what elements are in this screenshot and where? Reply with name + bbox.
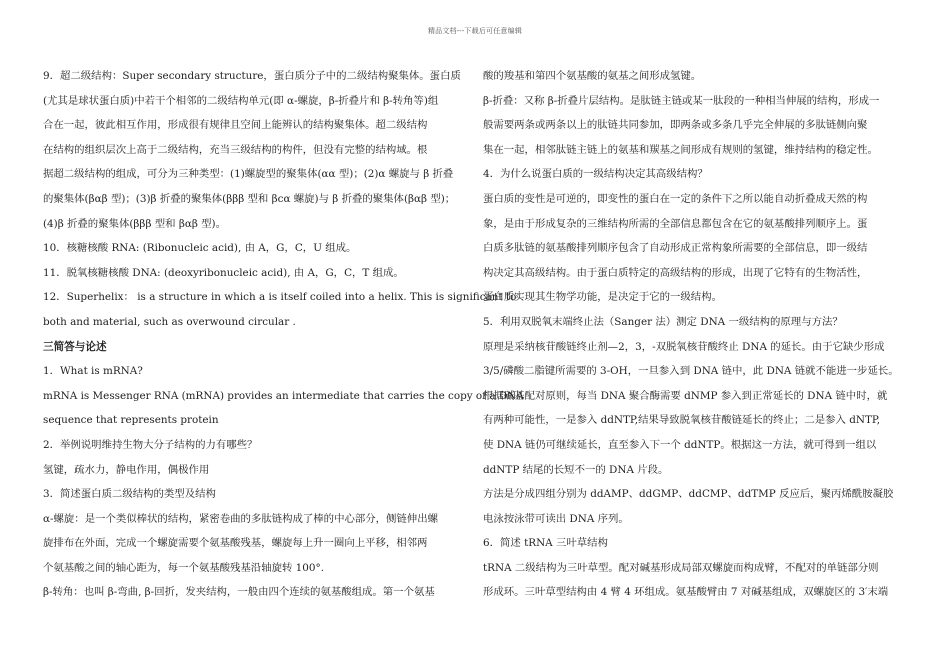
text-line: 使 DNA 链仍可继续延长，直至参入下一个 ddNTP。根据这一方法，就可得到一组以: [483, 438, 877, 451]
text-line: 1．What is mRNA?: [43, 365, 143, 378]
text-line: α-螺旋：是一个类似棒状的结构，紧密卷曲的多肽链构成了棒的中心部分，侧链伸出螺: [43, 512, 438, 525]
text-line: 10．核糖核酸 RNA: (Ribonucleic acid), 由 A，G，C，U 组成。: [43, 242, 357, 255]
text-line: both and material, such as overwound circular .: [43, 315, 296, 328]
text-line: 白质多肽链的氨基酸排列顺序包含了自动形成正常构象所需要的全部信息，即一级结: [483, 242, 868, 255]
text-line: 根据碱基配对原则，每当 DNA 聚合酶需要 dNMP 参入到正常延长的 DNA 链中时，就: [483, 389, 888, 402]
text-line: (尤其是球状蛋白质)中若干个相邻的二级结构单元(即 α-螺旋，β-折叠片和 β-转角等)组: [43, 94, 439, 107]
text-line: 12．Superhelix： is a structure in which a is itself coiled into a helix. This is significant to: [43, 291, 517, 304]
text-line: 旋排布在外面，完成一个螺旋需要个氨基酸残基，螺旋每上升一圈向上平移，相邻两: [43, 537, 428, 550]
text-line: sequence that represents protein: [43, 414, 219, 427]
text-line: 有两种可能性，一是参入 ddNTP,结果导致脱氧核苷酸链延长的终止；二是参入 dNTP,: [483, 414, 881, 427]
text-line: β-折叠：又称 β-折叠片层结构。是肽链主链或某一肽段的一种相当伸展的结构，形成一: [483, 94, 880, 107]
text-line: 蛋白质实现其生物学功能，是决定于它的一级结构。: [483, 291, 722, 304]
text-line: 6．简述 tRNA 三叶草结构: [483, 537, 608, 550]
page-header: 精品文档---下载后可任意编辑: [427, 27, 523, 35]
text-line: 个氨基酸之间的轴心距为，每一个氨基酸残基沿轴旋转 100°.: [43, 561, 325, 574]
text-line: 氢键，疏水力，静电作用，偶极作用: [43, 463, 210, 476]
text-line: ddNTP 结尾的长短不一的 DNA 片段。: [483, 463, 669, 476]
text-line: 合在一起，彼此相互作用，形成很有规律且空间上能辨认的结构聚集体。超二级结构: [43, 119, 428, 132]
text-line: (4)β 折叠的聚集体(βββ 型和 βαβ 型)。: [43, 217, 227, 230]
text-line: 构决定其高级结构。由于蛋白质特定的高级结构的形成，出现了它特有的生物活性，: [483, 266, 868, 279]
section-heading: 三简答与论述: [43, 340, 107, 353]
text-line: 3．简述蛋白质二级结构的类型及结构: [43, 488, 216, 501]
text-line: 9．超二级结构：Super secondary structure，蛋白质分子中的二级结构聚集体。蛋白质: [43, 70, 461, 82]
text-line: mRNA is Messenger RNA (mRNA) provides an intermediate that carries the copy of a DNA: [43, 389, 524, 402]
text-line: 酸的羧基和第四个氨基酸的氨基之间形成氢键。: [483, 70, 702, 82]
text-line: 般需要两条或两条以上的肽链共同参加，即两条或多条几乎完全伸展的多肽链侧向聚: [483, 119, 868, 132]
text-line: 在结构的组织层次上高于二级结构，充当三级结构的构件，但没有完整的结构域。根: [43, 143, 428, 156]
text-line: 蛋白质的变性是可逆的，即变性的蛋白在一定的条件下之所以能自动折叠成天然的构: [483, 192, 868, 205]
text-line: β-转角：也叫 β-弯曲, β-回折，发夹结构，一般由四个连续的氨基酸组成。第一个氨基: [43, 586, 435, 599]
text-line: 11．脱氧核糖核酸 DNA: (deoxyribonucleic acid), 由 A，G，C，T 组成。: [43, 266, 404, 279]
text-line: 2．举例说明维持生物大分子结构的力有哪些？: [43, 438, 258, 451]
text-line: 5．利用双脱氧末端终止法（Sanger 法）测定 DNA 一级结构的原理与方法？: [483, 315, 843, 328]
left-column: [43, 64, 524, 605]
text-line: 电泳按泳带可读出 DNA 序列。: [483, 512, 629, 525]
text-line: 象，是由于形成复杂的三维结构所需的全部信息都包含在它的氨基酸排列顺序上。蛋: [483, 217, 868, 230]
text-line: tRNA 二级结构为三叶草型。配对碱基形成局部双螺旋而构成臂，不配对的单链部分则: [483, 561, 879, 574]
text-line: 原理是采纳核苷酸链终止剂—2，3，-双脱氧核苷酸终止 DNA 的延长。由于它缺少形成: [483, 340, 885, 353]
text-line: 3/5/磷酸二脂键所需要的 3-OH，一旦参入到 DNA 链中，此 DNA 链就不能进一步延长。: [483, 365, 899, 378]
right-column: [483, 64, 910, 605]
text-line: 据超二级结构的组成，可分为三种类型：(1)螺旋型的聚集体(αα 型)；(2)α 螺旋与 β 折叠: [43, 168, 454, 181]
text-line: 4．为什么说蛋白质的一级结构决定其高级结构？: [483, 168, 708, 181]
text-line: 的聚集体(βαβ 型)；(3)β 折叠的聚集体(βββ 型和 βcα 螺旋)与 β 折叠的聚集体(βαβ 型)；: [43, 192, 456, 205]
text-line: 集在一起，相邻肽链主链上的氨基和羰基之间形成有规则的氢键，维持结构的稳定性。: [483, 143, 878, 156]
text-line: 方法是分成四组分别为 ddAMP、ddGMP、ddCMP、ddTMP 反应后，聚丙烯酰胺凝胶: [483, 488, 894, 501]
text-line: 形成环。三叶草型结构由 4 臂 4 环组成。氨基酸臂由 7 对碱基组成，双螺旋区的 3′末端: [483, 586, 889, 599]
